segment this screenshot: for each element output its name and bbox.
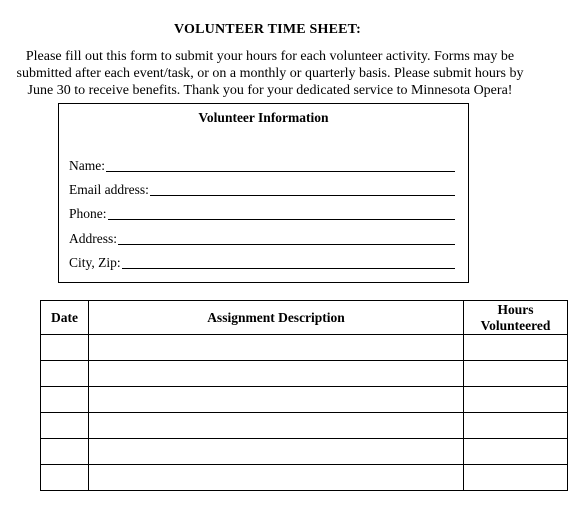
email-field[interactable] (69, 180, 455, 198)
table-row (41, 387, 568, 413)
name-field[interactable] (69, 156, 455, 174)
address-input-line[interactable] (118, 244, 455, 245)
description-cell[interactable] (89, 413, 464, 439)
hours-cell[interactable] (464, 335, 568, 361)
name-label: Name: (69, 158, 105, 173)
date-cell[interactable] (41, 413, 89, 439)
phone-field[interactable] (69, 204, 455, 222)
hours-header-line-1: Hours (497, 301, 534, 317)
city-zip-input-line[interactable] (122, 268, 455, 269)
email-label: Email address: (69, 182, 149, 197)
intro-line-3: June 30 to receive benefits. Thank you for your dedicated service to Minnesota Opera! (27, 83, 513, 98)
hours-column-header (464, 301, 568, 335)
page-title: VOLUNTEER TIME SHEET: (174, 22, 361, 37)
hours-cell[interactable] (464, 439, 568, 465)
table-row (41, 413, 568, 439)
address-label: Address: (69, 231, 117, 246)
email-input-line[interactable] (150, 195, 455, 196)
date-cell[interactable] (41, 335, 89, 361)
city-zip-field[interactable] (69, 253, 455, 271)
intro-paragraph (6, 48, 534, 99)
date-cell[interactable] (41, 439, 89, 465)
hours-cell[interactable] (464, 361, 568, 387)
hours-cell[interactable] (464, 387, 568, 413)
intro-line-1: Please fill out this form to submit your hours for each volunteer activity. Forms may be (25, 49, 515, 64)
table-row (41, 465, 568, 491)
phone-label: Phone: (69, 206, 107, 221)
table-row (41, 361, 568, 387)
description-cell[interactable] (89, 361, 464, 387)
hours-cell[interactable] (464, 413, 568, 439)
address-field[interactable] (69, 229, 455, 247)
timesheet-table (40, 300, 568, 491)
phone-input-line[interactable] (108, 219, 455, 220)
timesheet-body (41, 335, 568, 491)
date-column-header: Date (41, 301, 89, 335)
date-cell[interactable] (41, 387, 89, 413)
volunteer-info-box (58, 103, 469, 283)
timesheet-header-row (41, 301, 568, 335)
table-row (41, 439, 568, 465)
description-column-header: Assignment Description (89, 301, 464, 335)
date-cell[interactable] (41, 465, 89, 491)
description-cell[interactable] (89, 465, 464, 491)
hours-header-line-2: Volunteered (480, 317, 551, 333)
volunteer-info-heading: Volunteer Information (198, 110, 329, 125)
date-cell[interactable] (41, 361, 89, 387)
table-row (41, 335, 568, 361)
description-cell[interactable] (89, 335, 464, 361)
hours-cell[interactable] (464, 465, 568, 491)
description-cell[interactable] (89, 439, 464, 465)
city-zip-label: City, Zip: (69, 255, 121, 270)
name-input-line[interactable] (106, 171, 455, 172)
description-cell[interactable] (89, 387, 464, 413)
intro-line-2: submitted after each event/task, or on a monthly or quarterly basis. Please submit hours by (16, 66, 524, 81)
